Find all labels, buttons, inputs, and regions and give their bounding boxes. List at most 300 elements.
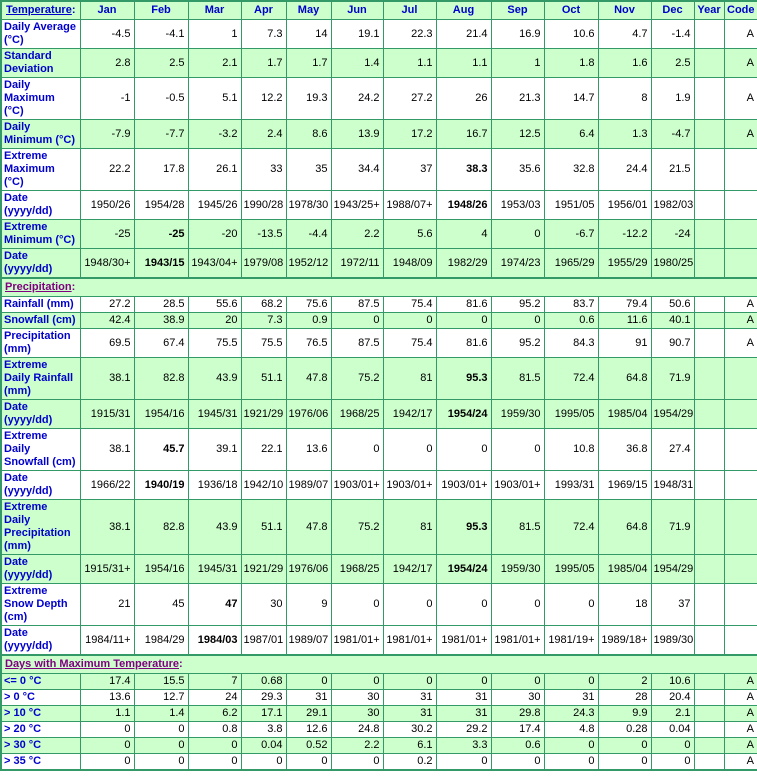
year-cell (694, 149, 724, 191)
row-label: Date (yyyy/dd) (1, 626, 80, 656)
data-cell: 81.6 (436, 329, 491, 358)
row-label: Date (yyyy/dd) (1, 191, 80, 220)
data-cell: 91 (598, 329, 651, 358)
data-cell: 18 (598, 584, 651, 626)
data-cell: 1979/08 (241, 249, 286, 279)
data-cell: 32.8 (544, 149, 598, 191)
data-cell: 0 (544, 674, 598, 690)
data-cell: 0 (598, 738, 651, 754)
data-cell: 1952/12 (286, 249, 331, 279)
data-cell: 0.8 (188, 722, 241, 738)
data-cell: -3.2 (188, 120, 241, 149)
data-cell: 1954/24 (436, 400, 491, 429)
table-row (1, 555, 757, 584)
month-header-jan: Jan (80, 1, 134, 20)
month-header-jul: Jul (383, 1, 436, 20)
data-cell: 1989/07 (286, 471, 331, 500)
data-cell: 1.4 (331, 49, 383, 78)
data-cell: 0 (436, 313, 491, 329)
row-label: Extreme Snow Depth (cm) (1, 584, 80, 626)
data-cell: 1978/30 (286, 191, 331, 220)
data-cell: 30 (241, 584, 286, 626)
data-cell: 1993/31 (544, 471, 598, 500)
data-cell: 1981/01+ (383, 626, 436, 656)
data-cell: 5.6 (383, 220, 436, 249)
data-cell: 1903/01+ (491, 471, 544, 500)
data-cell: 45 (134, 584, 188, 626)
data-cell: 75.4 (383, 329, 436, 358)
data-cell: 1974/23 (491, 249, 544, 279)
data-cell: 13.6 (286, 429, 331, 471)
row-label: Snowfall (cm) (1, 313, 80, 329)
data-cell: 0.04 (241, 738, 286, 754)
row-label: Extreme Maximum (°C) (1, 149, 80, 191)
data-cell: -12.2 (598, 220, 651, 249)
code-cell: A (724, 313, 757, 329)
year-cell (694, 191, 724, 220)
data-cell: 1.4 (134, 706, 188, 722)
data-cell: 67.4 (134, 329, 188, 358)
data-cell: 24 (188, 690, 241, 706)
code-cell (724, 555, 757, 584)
data-cell: 31 (544, 690, 598, 706)
row-label: Date (yyyy/dd) (1, 471, 80, 500)
data-cell: 1976/06 (286, 400, 331, 429)
data-cell: 76.5 (286, 329, 331, 358)
data-cell: -25 (134, 220, 188, 249)
data-cell: 1985/04 (598, 400, 651, 429)
data-cell: 28.5 (134, 297, 188, 313)
data-cell: 1989/18+ (598, 626, 651, 656)
data-cell: 5.1 (188, 78, 241, 120)
year-cell (694, 722, 724, 738)
data-cell: 43.9 (188, 358, 241, 400)
data-cell: 1.7 (241, 49, 286, 78)
data-cell: 38.1 (80, 358, 134, 400)
data-cell: 1953/03 (491, 191, 544, 220)
data-cell: 35 (286, 149, 331, 191)
section-header: Days with Maximum Temperature: (1, 655, 757, 674)
data-cell: 2.1 (188, 49, 241, 78)
code-cell: A (724, 754, 757, 771)
data-cell: 0 (241, 754, 286, 771)
data-cell: 30.2 (383, 722, 436, 738)
row-label: Extreme Daily Snowfall (cm) (1, 429, 80, 471)
data-cell: 20 (188, 313, 241, 329)
year-cell (694, 220, 724, 249)
data-cell: 95.3 (436, 500, 491, 555)
data-cell: 1968/25 (331, 555, 383, 584)
table-row (1, 584, 757, 626)
data-cell: 1959/30 (491, 400, 544, 429)
data-cell: 75.4 (383, 297, 436, 313)
data-cell: 2.2 (331, 738, 383, 754)
data-cell: 68.2 (241, 297, 286, 313)
data-cell: 0 (286, 674, 331, 690)
data-cell: 15.5 (134, 674, 188, 690)
data-cell: 1995/05 (544, 555, 598, 584)
code-cell (724, 584, 757, 626)
data-cell: 1950/26 (80, 191, 134, 220)
year-cell (694, 329, 724, 358)
data-cell: 0 (544, 584, 598, 626)
data-cell: 10.8 (544, 429, 598, 471)
data-cell: -4.1 (134, 20, 188, 49)
data-cell: 81.5 (491, 358, 544, 400)
data-cell: 22.3 (383, 20, 436, 49)
data-cell: 28 (598, 690, 651, 706)
data-cell: -7.7 (134, 120, 188, 149)
data-cell: 1.1 (436, 49, 491, 78)
data-cell: 1.7 (286, 49, 331, 78)
data-cell: 3.8 (241, 722, 286, 738)
data-cell: 47.8 (286, 358, 331, 400)
data-cell: 1959/30 (491, 555, 544, 584)
data-cell: 82.8 (134, 358, 188, 400)
code-cell: A (724, 120, 757, 149)
data-cell: 1903/01+ (383, 471, 436, 500)
month-header-aug: Aug (436, 1, 491, 20)
data-cell: 40.1 (651, 313, 694, 329)
table-row (1, 738, 757, 754)
table-row (1, 78, 757, 120)
table-row (1, 358, 757, 400)
row-label: Extreme Daily Rainfall (mm) (1, 358, 80, 400)
table-row (1, 626, 757, 656)
data-cell: -20 (188, 220, 241, 249)
data-cell: 0 (80, 738, 134, 754)
data-cell: 2.4 (241, 120, 286, 149)
table-row (1, 706, 757, 722)
data-cell: 2.1 (651, 706, 694, 722)
year-cell (694, 78, 724, 120)
data-cell: 24.3 (544, 706, 598, 722)
data-cell: 26.1 (188, 149, 241, 191)
data-cell: 0 (436, 584, 491, 626)
data-cell: 0.52 (286, 738, 331, 754)
year-cell (694, 313, 724, 329)
table-row (1, 191, 757, 220)
data-cell: 38.9 (134, 313, 188, 329)
data-cell: 6.1 (383, 738, 436, 754)
data-cell: 0 (383, 429, 436, 471)
data-cell: 0 (383, 584, 436, 626)
data-cell: 42.4 (80, 313, 134, 329)
section-header-temperature: Temperature: (1, 1, 80, 20)
data-cell: 1954/16 (134, 400, 188, 429)
code-cell: A (724, 329, 757, 358)
climate-table-body (1, 20, 757, 771)
data-cell: 14 (286, 20, 331, 49)
data-cell: 12.2 (241, 78, 286, 120)
code-cell: A (724, 297, 757, 313)
data-cell: 72.4 (544, 500, 598, 555)
code-cell (724, 149, 757, 191)
data-cell: 17.4 (491, 722, 544, 738)
data-cell: 1954/24 (436, 555, 491, 584)
data-cell: 30 (331, 706, 383, 722)
data-cell: 0.6 (544, 313, 598, 329)
data-cell: 1 (491, 49, 544, 78)
data-cell: 12.7 (134, 690, 188, 706)
data-cell: 9.9 (598, 706, 651, 722)
code-cell (724, 500, 757, 555)
data-cell: 2 (598, 674, 651, 690)
row-label: Date (yyyy/dd) (1, 400, 80, 429)
data-cell: 21.5 (651, 149, 694, 191)
data-cell: 51.1 (241, 500, 286, 555)
data-cell: 1903/01+ (436, 471, 491, 500)
data-cell: 1.1 (80, 706, 134, 722)
table-row (1, 500, 757, 555)
data-cell: -25 (80, 220, 134, 249)
data-cell: 1948/30+ (80, 249, 134, 279)
data-cell: 90.7 (651, 329, 694, 358)
data-cell: 35.6 (491, 149, 544, 191)
data-cell: 13.9 (331, 120, 383, 149)
data-cell: 6.4 (544, 120, 598, 149)
table-row (1, 754, 757, 771)
data-cell: 1995/05 (544, 400, 598, 429)
data-cell: 0 (80, 754, 134, 771)
code-cell: A (724, 722, 757, 738)
data-cell: 8 (598, 78, 651, 120)
data-cell: 34.4 (331, 149, 383, 191)
code-cell: A (724, 738, 757, 754)
row-label: Standard Deviation (1, 49, 80, 78)
month-header-oct: Oct (544, 1, 598, 20)
section-row (1, 655, 757, 674)
data-cell: 0 (491, 584, 544, 626)
data-cell: 1981/19+ (544, 626, 598, 656)
row-label: <= 0 °C (1, 674, 80, 690)
month-header-feb: Feb (134, 1, 188, 20)
data-cell: 1951/05 (544, 191, 598, 220)
data-cell: 1981/01+ (436, 626, 491, 656)
data-cell: 31 (286, 690, 331, 706)
data-cell: 1982/29 (436, 249, 491, 279)
data-cell: 4 (436, 220, 491, 249)
data-cell: 0.04 (651, 722, 694, 738)
year-cell (694, 500, 724, 555)
data-cell: 1942/10 (241, 471, 286, 500)
data-cell: 19.3 (286, 78, 331, 120)
data-cell: 1972/11 (331, 249, 383, 279)
data-cell: 19.1 (331, 20, 383, 49)
row-label: > 35 °C (1, 754, 80, 771)
row-label: > 0 °C (1, 690, 80, 706)
table-row (1, 329, 757, 358)
data-cell: 1984/29 (134, 626, 188, 656)
data-cell: 1903/01+ (331, 471, 383, 500)
data-cell: 1.6 (598, 49, 651, 78)
year-cell (694, 249, 724, 279)
data-cell: 1969/15 (598, 471, 651, 500)
year-cell (694, 754, 724, 771)
code-cell (724, 358, 757, 400)
data-cell: 24.8 (331, 722, 383, 738)
data-cell: 29.2 (436, 722, 491, 738)
data-cell: 7 (188, 674, 241, 690)
data-cell: 6.2 (188, 706, 241, 722)
data-cell: 81 (383, 358, 436, 400)
data-cell: 38.1 (80, 429, 134, 471)
data-cell: 27.4 (651, 429, 694, 471)
year-cell (694, 20, 724, 49)
data-cell: 1943/15 (134, 249, 188, 279)
row-label: > 30 °C (1, 738, 80, 754)
data-cell: 0 (331, 754, 383, 771)
data-cell: 1948/09 (383, 249, 436, 279)
data-cell: 0.2 (383, 754, 436, 771)
code-cell (724, 220, 757, 249)
data-cell: 1.9 (651, 78, 694, 120)
year-cell (694, 555, 724, 584)
data-cell: 0.28 (598, 722, 651, 738)
data-cell: 0 (331, 429, 383, 471)
section-row (1, 278, 757, 297)
table-row (1, 149, 757, 191)
row-label: Precipitation (mm) (1, 329, 80, 358)
data-cell: 0 (436, 429, 491, 471)
data-cell: 12.6 (286, 722, 331, 738)
data-cell: 0 (134, 738, 188, 754)
table-row (1, 49, 757, 78)
data-cell: 71.9 (651, 358, 694, 400)
data-cell: 1982/03 (651, 191, 694, 220)
table-row (1, 690, 757, 706)
row-label: Extreme Minimum (°C) (1, 220, 80, 249)
data-cell: 1.1 (383, 49, 436, 78)
data-cell: -0.5 (134, 78, 188, 120)
data-cell: 55.6 (188, 297, 241, 313)
year-cell (694, 738, 724, 754)
data-cell: 0 (491, 754, 544, 771)
data-cell: 1945/31 (188, 555, 241, 584)
data-cell: -7.9 (80, 120, 134, 149)
data-cell: 1989/07 (286, 626, 331, 656)
data-cell: 13.6 (80, 690, 134, 706)
data-cell: 1945/31 (188, 400, 241, 429)
data-cell: 31 (383, 706, 436, 722)
data-cell: 7.3 (241, 20, 286, 49)
data-cell: 17.8 (134, 149, 188, 191)
data-cell: 31 (383, 690, 436, 706)
year-cell (694, 690, 724, 706)
year-cell (694, 706, 724, 722)
month-header-mar: Mar (188, 1, 241, 20)
month-header-sep: Sep (491, 1, 544, 20)
data-cell: 29.8 (491, 706, 544, 722)
table-row (1, 674, 757, 690)
data-cell: 2.5 (651, 49, 694, 78)
data-cell: 0 (491, 429, 544, 471)
year-cell (694, 120, 724, 149)
data-cell: 1980/25 (651, 249, 694, 279)
data-cell: 51.1 (241, 358, 286, 400)
code-cell: A (724, 690, 757, 706)
data-cell: 1981/01+ (491, 626, 544, 656)
data-cell: -13.5 (241, 220, 286, 249)
data-cell: 1989/30 (651, 626, 694, 656)
table-row (1, 722, 757, 738)
data-cell: 0 (383, 313, 436, 329)
data-cell: 27.2 (80, 297, 134, 313)
data-cell: 71.9 (651, 500, 694, 555)
data-cell: 87.5 (331, 329, 383, 358)
code-cell: A (724, 49, 757, 78)
data-cell: 81 (383, 500, 436, 555)
data-cell: -6.7 (544, 220, 598, 249)
data-cell: 38.1 (80, 500, 134, 555)
data-cell: 0 (331, 313, 383, 329)
data-cell: 1955/29 (598, 249, 651, 279)
code-cell (724, 249, 757, 279)
data-cell: 1948/26 (436, 191, 491, 220)
data-cell: 37 (651, 584, 694, 626)
data-cell: 11.6 (598, 313, 651, 329)
data-cell: 0 (286, 754, 331, 771)
table-row (1, 297, 757, 313)
data-cell: 4.7 (598, 20, 651, 49)
month-header-dec: Dec (651, 1, 694, 20)
data-cell: 10.6 (651, 674, 694, 690)
data-cell: 75.2 (331, 358, 383, 400)
data-cell: 1921/29 (241, 400, 286, 429)
data-cell: 75.6 (286, 297, 331, 313)
data-cell: 83.7 (544, 297, 598, 313)
data-cell: 0 (80, 722, 134, 738)
code-cell: A (724, 78, 757, 120)
data-cell: 0 (134, 722, 188, 738)
data-cell: 64.8 (598, 500, 651, 555)
data-cell: 0 (598, 754, 651, 771)
data-cell: 16.9 (491, 20, 544, 49)
data-cell: 21.3 (491, 78, 544, 120)
data-cell: 0 (134, 754, 188, 771)
header-row (1, 1, 757, 20)
code-cell: A (724, 674, 757, 690)
code-cell (724, 400, 757, 429)
data-cell: 1 (188, 20, 241, 49)
data-cell: 1954/29 (651, 400, 694, 429)
data-cell: -1 (80, 78, 134, 120)
data-cell: 16.7 (436, 120, 491, 149)
data-cell: 75.5 (188, 329, 241, 358)
data-cell: 0 (544, 738, 598, 754)
code-cell (724, 626, 757, 656)
data-cell: 22.2 (80, 149, 134, 191)
year-cell (694, 358, 724, 400)
data-cell: 36.8 (598, 429, 651, 471)
table-row (1, 400, 757, 429)
data-cell: 31 (436, 690, 491, 706)
data-cell: 31 (436, 706, 491, 722)
data-cell: 0 (491, 313, 544, 329)
year-cell (694, 471, 724, 500)
data-cell: 2.2 (331, 220, 383, 249)
data-cell: 24.4 (598, 149, 651, 191)
row-label: Date (yyyy/dd) (1, 249, 80, 279)
data-cell: 7.3 (241, 313, 286, 329)
row-label: Daily Minimum (°C) (1, 120, 80, 149)
data-cell: 0.6 (491, 738, 544, 754)
data-cell: 47.8 (286, 500, 331, 555)
data-cell: 87.5 (331, 297, 383, 313)
table-row (1, 471, 757, 500)
data-cell: 50.6 (651, 297, 694, 313)
data-cell: 1943/25+ (331, 191, 383, 220)
